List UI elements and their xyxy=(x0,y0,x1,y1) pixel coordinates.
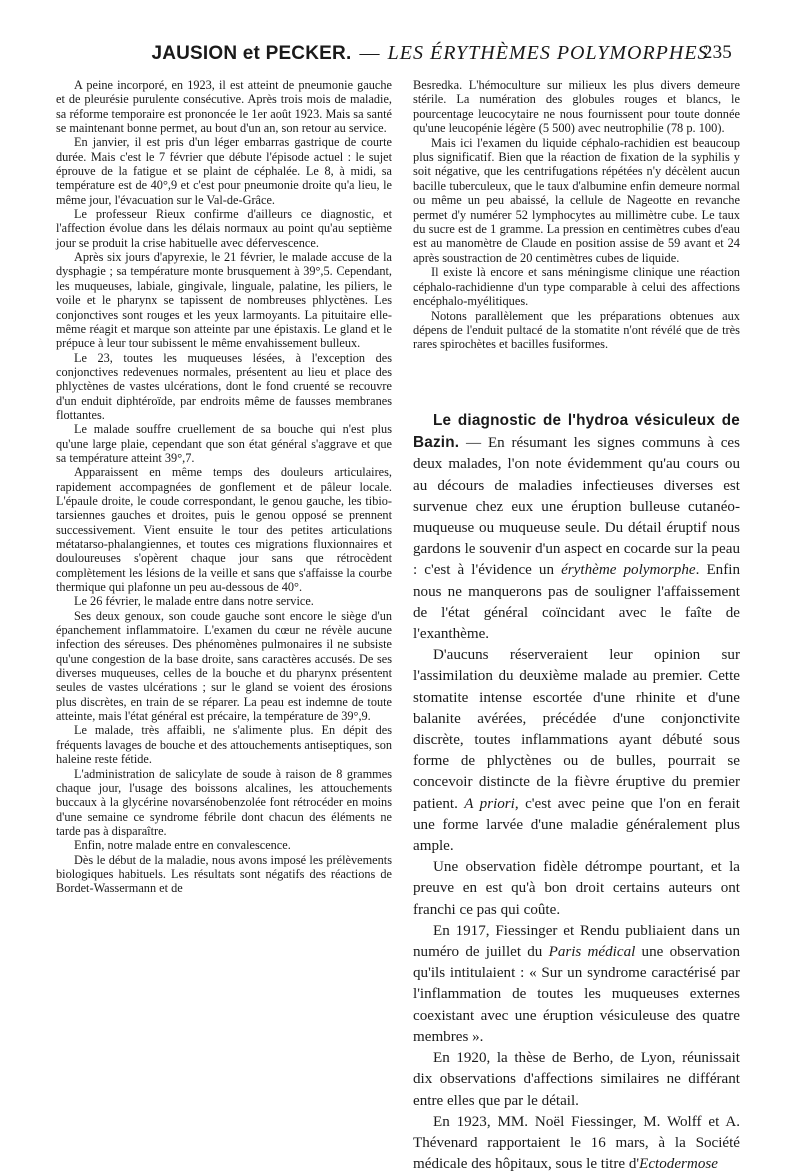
paragraph: A peine incorporé, en 1923, il est atteint de pneumonie gauche et de pleurésie purulente consécutive. Après trois mois de maladie, sa réforme temporaire est prononcée le 1er août 1923. Mais sa santé se maintenant bonne permet, au bout d'un an, son retour au service. xyxy=(56,78,392,136)
section-paragraph xyxy=(413,410,740,645)
header-title: LES ÉRYTHÈMES POLYMORPHES xyxy=(387,42,709,64)
paragraph: Dès le début de la maladie, nous avons imposé les prélèvements biologiques habituels. Les résultats sont négatifs des réactions de Bordet-Wassermann et de xyxy=(56,852,392,896)
paragraph: Après six jours d'apyrexie, le 21 février, le malade accuse de la dysphagie ; sa température monte brusquement à 39°,5. Cependant, les muqueuses, labiale, gingivale, linguale, palatine, les piliers, le voile et le pharynx se tapissent de nombreuses phlyctènes. Les conjonctives sont rouges et les yeux larmoyants. La pituitaire elle-même réagit et marque son atteinte par une épistaxis. Le gland et le prépuce à leur tour subissent le même envahissement bulleux. xyxy=(56,250,392,351)
paragraph-emphasis: Paris médical xyxy=(548,944,636,961)
paragraph: Le malade souffre cruellement de sa bouche qui n'est plus qu'une large plaie, cependant que son état général s'aggrave et que sa température atteint 39°,7. xyxy=(56,422,392,465)
paragraph: Besredka. L'hémoculture sur milieux les plus divers demeure stérile. La numération des globules rouges et blancs, le pourcentage leucocytaire ne nous fournissent pour toute donnée qu'une leucopénie légère (5 500) avec neutrophilie (78 p. 100). xyxy=(413,78,740,136)
paragraph-text: En 1917, Fiessinger et Rendu publiaient dans un numéro de juillet du xyxy=(413,922,740,961)
section-intro: — En résumant les signes communs à ces deux malades, l'on note évidemment qu'au cours ou au décours de maladies infectieuses diverses est survenue chez eux une éruption bulleuse cutanéo-muqueuse ou muqueuse seule. Du détail éruptif nous gardons le souvenir d'un aspect en cocarde sur la peau : c'est à l'évidence un xyxy=(413,435,740,579)
section-intro-emphasis: érythème polymorphe xyxy=(561,562,696,579)
paragraph: L'administration de salicylate de soude à raison de 8 grammes chaque jour, l'usage des boissons alcalines, les attouchements buccaux à la glycérine novarsénobenzolée font rétrocéder en moins d'une semaine ce syndrome fébrile dont chacun des éléments ne tarde pas à disparaître. xyxy=(56,766,392,838)
paragraph-text: En 1923, MM. Noël Fiessinger, M. Wolff et A. Thévenard rapportaient le 16 mars, à la Société médicale des hôpitaux, sous le titre d' xyxy=(413,1113,740,1173)
paragraph: Le 23, toutes les muqueuses lésées, à l'exception des conjonctives redevenues normales, présentent au lieu et place des phlyctènes de vastes ulcérations, dont le fond cruenté se recouvre d'un enduit diphtéroïde, par endroits même de fausses membranes flottantes. xyxy=(56,350,392,422)
paragraph: En 1920, la thèse de Berho, de Lyon, réunissait dix observations d'affections similaires ne différant entre elles que par le détail. xyxy=(413,1050,740,1109)
paragraph: Enfin, notre malade entre en convalescence. xyxy=(74,838,291,853)
paragraph: Ses deux genoux, son coude gauche sont encore le siège d'un épanchement inflammatoire. L'examen du cœur ne révèle aucune infection des séreuses. Des phénomènes pulmonaires il ne subsiste qu'une congestion de la base droite, sans caractères accusés. De ses diverses muqueuses, celles de la bouche et du pharynx présentent seules de vastes ulcérations ; sur le gland se voient des érosions plus discrètes, en train de se réparer. La peau est indemne de toute atteinte, mais l'état général est précaire, la température de 39°,9. xyxy=(56,608,392,724)
paragraph-text: une observation qu'ils intitulaient : « Sur un syndrome caractérisé par l'inflammation de toutes les muqueuses externes coexistant avec une éruption vésiculeuse des quatre membres ». xyxy=(413,944,740,1045)
paragraph-text: , c'est avec peine que l'on en ferait une forme larvée d'une maladie généralement plus ample. xyxy=(413,795,740,855)
paragraph xyxy=(413,1112,740,1175)
paragraph: Notons parallèlement que les préparations obtenues aux dépens de l'enduit pultacé de la stomatite n'ont révélé que de très rares spirochètes et bacilles fusiformes. xyxy=(413,308,740,352)
paragraph: En janvier, il est pris d'un léger embarras gastrique de courte durée. Mais c'est le 7 février que débute l'épisode actuel : le sujet éprouve de la fatigue et se plaint de céphalée. Le 8, à midi, sa température est de 40°,9 et c'est pour pneumonie droite qu'a lieu, le même jour, l'évacuation sur le Val-de-Grâce. xyxy=(56,135,392,207)
paragraph: Une observation fidèle détrompe pourtant, et la preuve en est qu'à bon droit certains auteurs ont franchi ce pas qui coûte. xyxy=(413,859,740,918)
section-title: Le diagnostic de l'hydroa vésiculeux de Bazin. xyxy=(413,412,740,452)
header-authors: JAUSION et PECKER. xyxy=(151,43,352,64)
paragraph-emphasis: A priori xyxy=(464,795,515,812)
left-column xyxy=(56,78,392,896)
section-intro-end: . Enfin nous ne manquerons pas de souligner l'affaissement de l'état général coïncidant avec le faîte de l'exanthème. xyxy=(413,562,740,643)
paragraph: Il existe là encore et sans méningisme clinique une réaction céphalo-rachidienne d'un type comparable à celui des affections encéphalo-myélitiques. xyxy=(413,265,740,309)
paragraph: Apparaissent en même temps des douleurs articulaires, rapidement accompagnées de gonflement et de pâleur locale. L'épaule droite, le coude correspondant, le genou gauche, les tibio-tarsiennes gauches et droites, puis le genou opposé se prennent successivement. Vient ensuite le tour des petites articulations métatarso-phalangiennes, et toutes ces migrations fluxionnaires et douloureuses s'opèrent chaque jour sans que rétrocèdent complètement les lésions de la veille et sans que s'affaisse la courbe thermique qui plafonne un peu au-dessous de 40°. xyxy=(56,465,392,595)
paragraph: Le malade, très affaibli, ne s'alimente plus. En dépit des fréquents lavages de bouche et des attouchements antiseptiques, son haleine reste fétide. xyxy=(56,723,392,767)
paragraph xyxy=(413,921,740,1048)
right-column-upper xyxy=(413,78,740,352)
header-dash: — xyxy=(359,42,380,64)
paragraph-emphasis: Ectodermose xyxy=(639,1156,718,1173)
paragraph xyxy=(413,645,740,857)
paragraph: Le professeur Rieux confirme d'ailleurs ce diagnostic, et l'affection évolue dans les délais normaux au point qu'au septième jour se produit la crise habituelle avec défervescence. xyxy=(56,207,392,250)
page-header xyxy=(110,42,750,72)
paragraph: Le 26 février, le malade entre dans notre service. xyxy=(74,594,314,609)
page-number: 235 xyxy=(702,42,732,63)
right-column-lower xyxy=(413,410,740,1175)
paragraph: Mais ici l'examen du liquide céphalo-rachidien est beaucoup plus significatif. Bien que la réaction de fixation de la syphilis y soit négative, que les centrifugations répétées n'y décèlent aucun bacille tuberculeux, que le taux d'albumine enfin demeure normal ou même un peu abaissé, la cellule de Nageotte en revanche permet d'y numérer 52 lymphocytes au millimètre cube. Le taux du sucre est de 1 gramme. La pression en centimètres cubes d'eau est au manomètre de Claude en position assise de 59 avant et 24 après soustraction de 20 centimètres cubes de liquide. xyxy=(413,135,740,265)
paragraph-text: D'aucuns réserveraient leur opinion sur l'assimilation du deuxième malade au premier. Cette stomatite intense escortée d'une rhinite et d'une balanite avérées, précédée d'une conjonctivite discrète, toutes inflammations ayant débuté sous forme de phlyctènes ou de bulles, pourrait se concevoir distincte de la fièvre éruptive du premier patient. xyxy=(413,647,740,812)
